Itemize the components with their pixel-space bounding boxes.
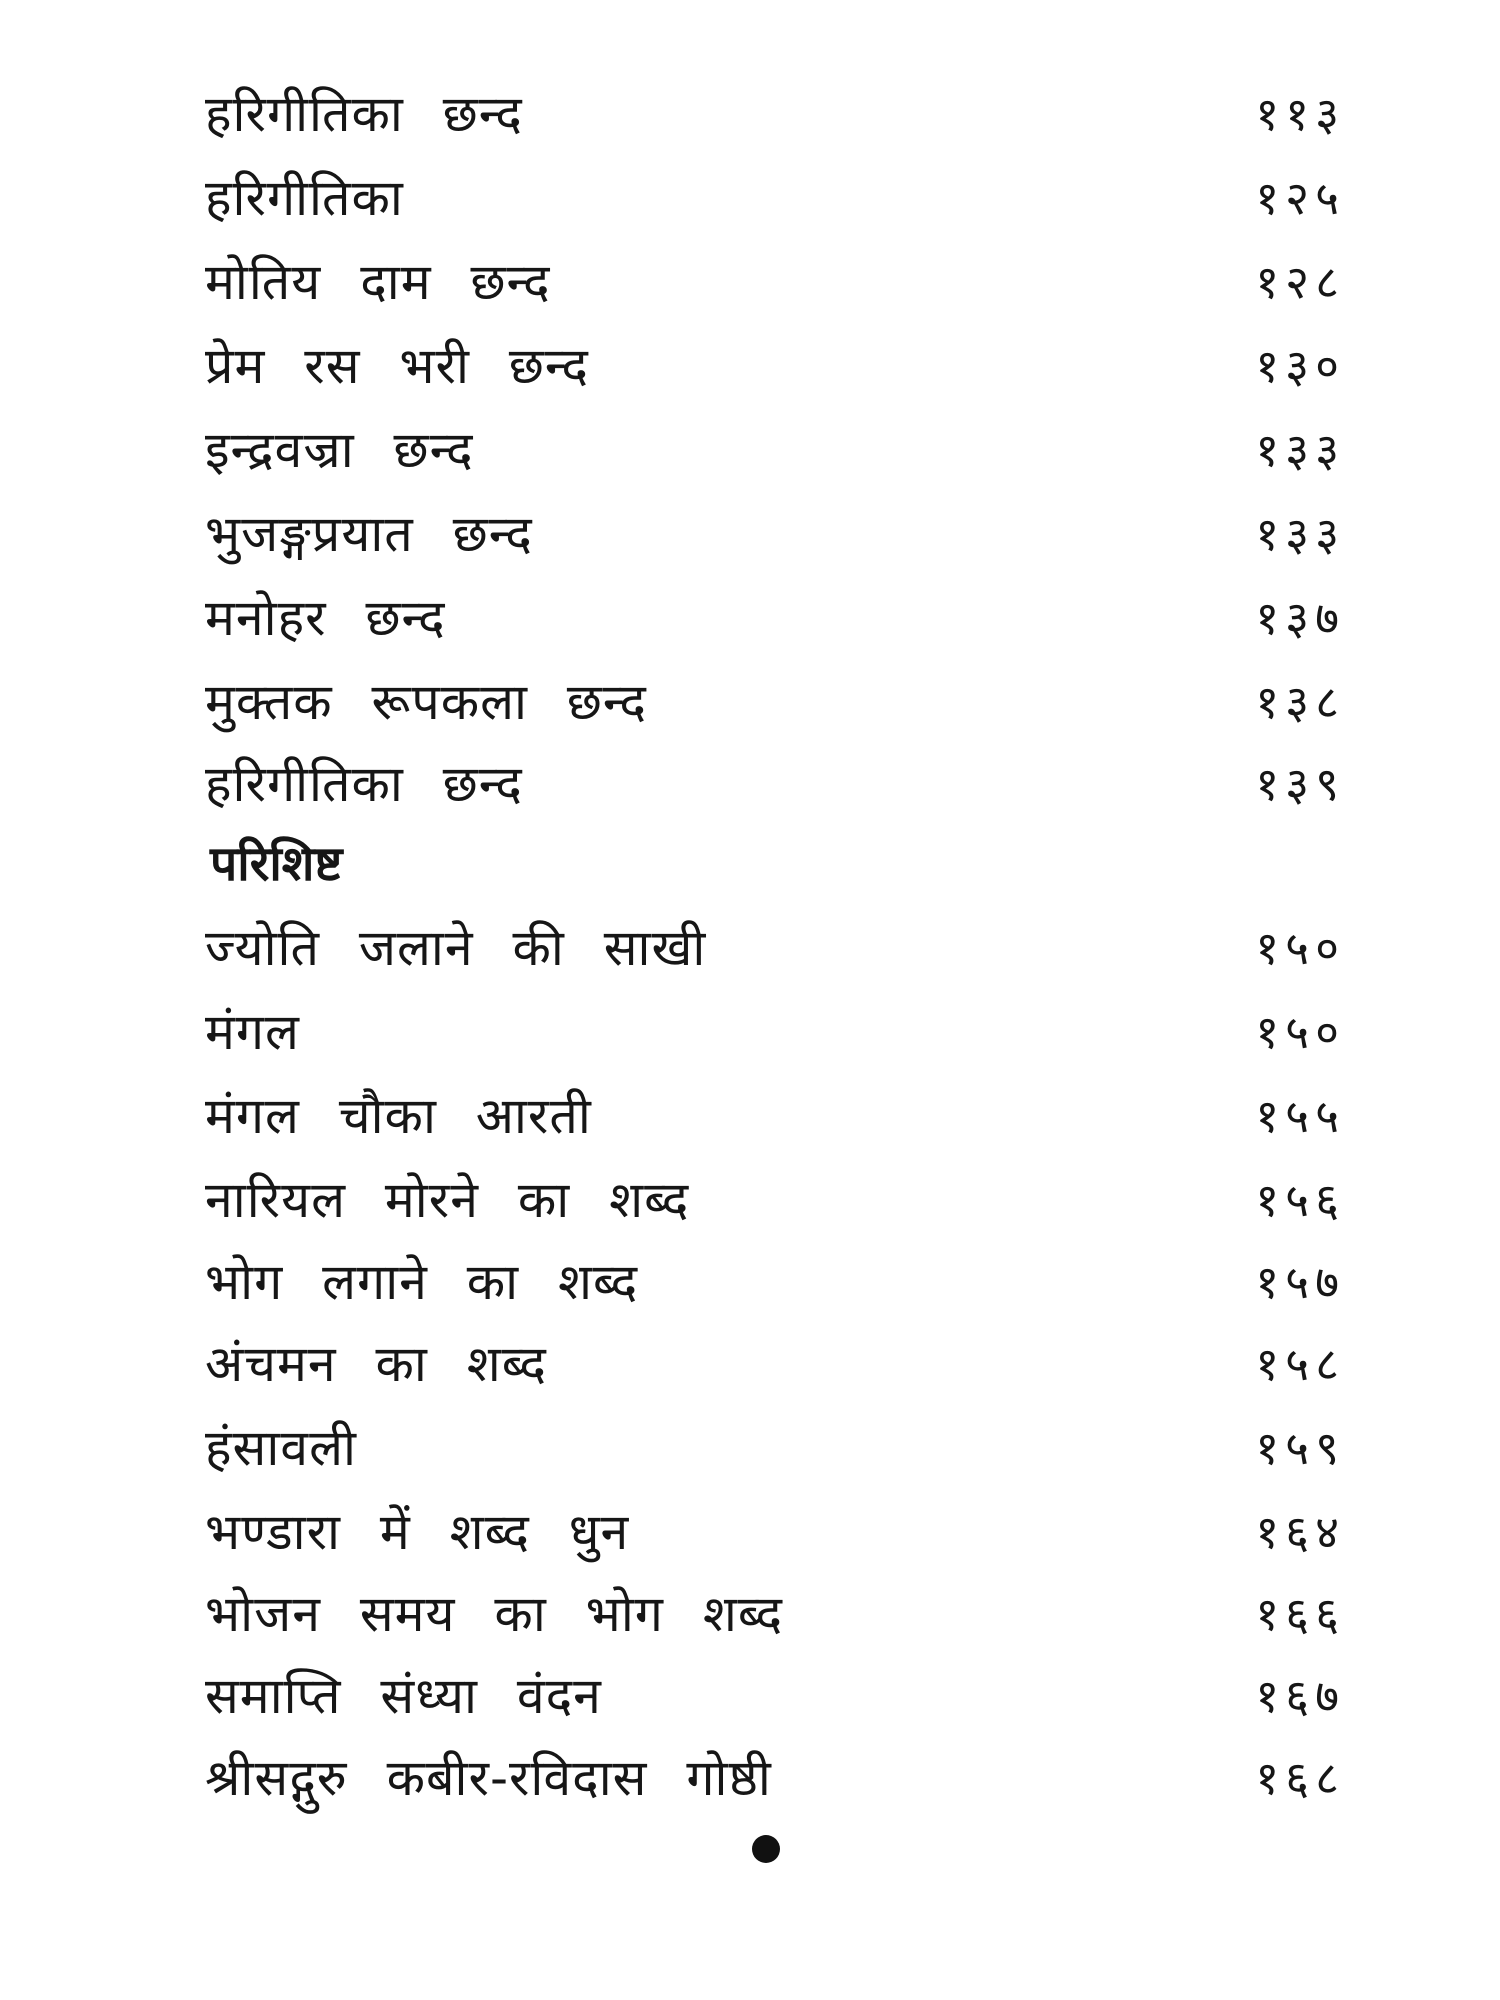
toc-entry (205, 72, 1345, 156)
entry-page-number: १५६ (1255, 1173, 1345, 1227)
entry-page-number: १३८ (1255, 675, 1345, 729)
entry-page-number: १३३ (1255, 507, 1345, 561)
toc-entry (205, 1322, 1345, 1406)
entry-title: हरिगीतिका छन्द (205, 85, 523, 143)
toc-entry (205, 408, 1345, 492)
entry-page-number: १५९ (1255, 1421, 1345, 1475)
entry-title: मंगल चौका आरती (205, 1087, 592, 1145)
entry-title: हरिगीतिका छन्द (205, 755, 523, 813)
entry-page-number: १६६ (1255, 1587, 1345, 1641)
toc-entry (205, 156, 1345, 240)
toc-entry (205, 1490, 1345, 1574)
toc-entry (205, 576, 1345, 660)
entry-title: हरिगीतिका (205, 169, 404, 227)
entry-title: ज्योति जलाने की साखी (205, 919, 707, 977)
entry-page-number: १५५ (1255, 1089, 1345, 1143)
entry-page-number: १६८ (1255, 1751, 1345, 1805)
entry-page-number: १५८ (1255, 1337, 1345, 1391)
toc-entry (205, 1240, 1345, 1324)
end-dot-ornament (752, 1835, 780, 1863)
toc-entry (205, 1736, 1345, 1820)
toc-entry (205, 324, 1345, 408)
entry-page-number: १६४ (1255, 1505, 1345, 1559)
toc-entry (205, 1406, 1345, 1490)
toc-entry (205, 240, 1345, 324)
entry-page-number: १५० (1255, 1005, 1345, 1059)
entry-title: मोतिय दाम छन्द (205, 253, 551, 311)
entry-title: भण्डारा में शब्द धुन (205, 1503, 630, 1561)
entry-title: समाप्ति संध्या वंदन (205, 1667, 602, 1725)
entry-page-number: १३३ (1255, 423, 1345, 477)
entry-title: मुक्तक रूपकला छन्द (205, 673, 647, 731)
toc-entry (205, 492, 1345, 576)
entry-title: भोजन समय का भोग शब्द (205, 1585, 784, 1643)
toc-entry (205, 660, 1345, 744)
entry-title: नारियल मोरने का शब्द (205, 1171, 690, 1229)
entry-title: भोग लगाने का शब्द (205, 1253, 639, 1311)
toc-entry (205, 742, 1345, 826)
entry-title: भुजङ्गप्रयात छन्द (205, 505, 533, 563)
entry-title: श्रीसद्गुरु कबीर-रविदास गोष्ठी (205, 1749, 772, 1807)
entry-title: मंगल (205, 1003, 300, 1061)
toc-entry (205, 1074, 1345, 1158)
toc-entry (205, 1654, 1345, 1738)
entry-page-number: ११३ (1255, 87, 1345, 141)
entry-page-number: १२५ (1255, 171, 1345, 225)
entry-page-number: १३९ (1255, 757, 1345, 811)
toc-entry (205, 1572, 1345, 1656)
entry-page-number: १५० (1255, 921, 1345, 975)
toc-entry (205, 990, 1345, 1074)
entry-title: प्रेम रस भरी छन्द (205, 337, 589, 395)
entry-title: मनोहर छन्द (205, 589, 446, 647)
toc-entry (205, 906, 1345, 990)
entry-title: हंसावली (205, 1419, 357, 1477)
entry-page-number: १६७ (1255, 1669, 1345, 1723)
entry-page-number: १३० (1255, 339, 1345, 393)
entry-page-number: १३७ (1255, 591, 1345, 645)
entry-title: इन्द्रवज्रा छन्द (205, 421, 474, 479)
entry-page-number: १५७ (1255, 1255, 1345, 1309)
section-heading: परिशिष्ट (210, 836, 343, 892)
entry-title: अंचमन का शब्द (205, 1335, 547, 1393)
toc-entry (205, 1158, 1345, 1242)
entry-page-number: १२८ (1255, 255, 1345, 309)
